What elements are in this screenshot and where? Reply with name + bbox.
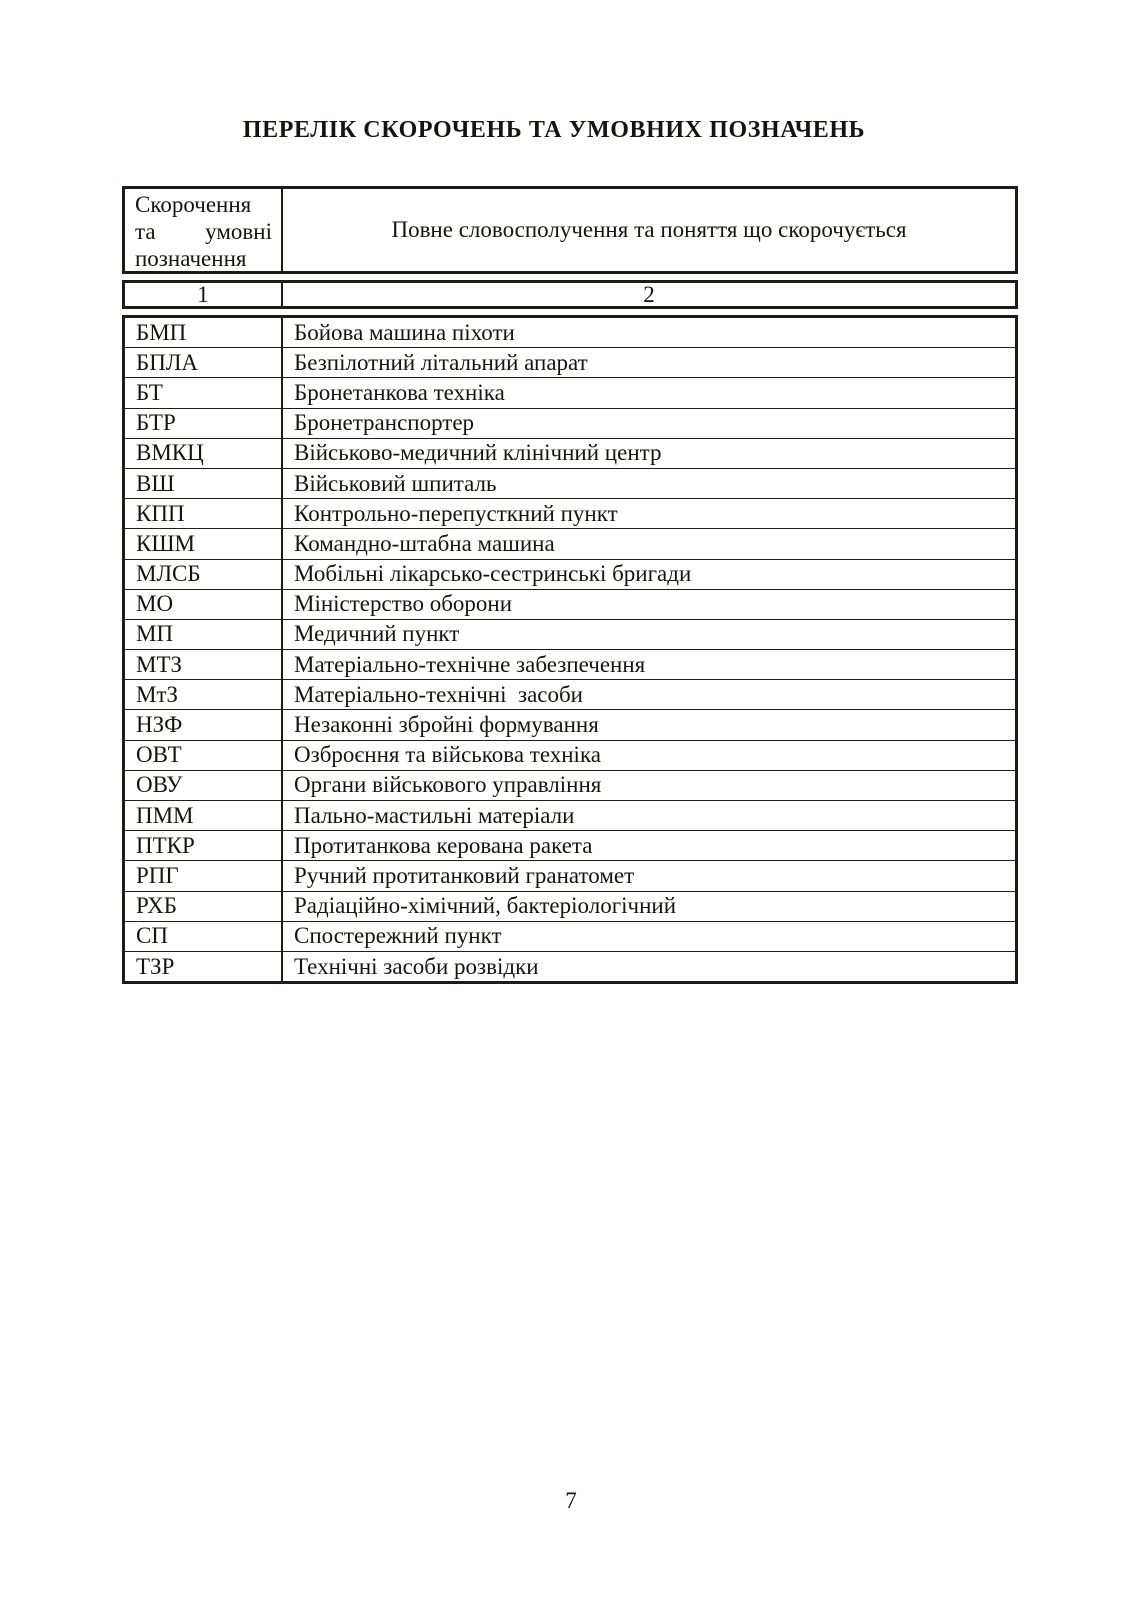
abbreviation-cell: ПММ [125, 801, 283, 830]
table-row [125, 921, 1015, 951]
table-row [125, 438, 1015, 468]
abbreviation-cell: ВШ [125, 469, 283, 498]
page-number: 7 [565, 1488, 577, 1513]
abbreviation-cell: МтЗ [125, 680, 283, 709]
column-number-1: 1 [125, 283, 283, 306]
full-form-cell: Медичний пункт [294, 621, 460, 647]
full-form-cell: Спостережний пункт [294, 923, 502, 949]
full-form-cell: Протитанкова керована ракета [294, 832, 593, 858]
abbreviation-cell: РХБ [125, 892, 283, 921]
abbreviation-cell: МО [125, 590, 283, 619]
abbreviation-cell: БПЛА [125, 348, 283, 377]
table-row [125, 528, 1015, 558]
full-form-cell: Контрольно-перепусткний пункт [294, 500, 618, 526]
full-form-cell: Бронетанкова техніка [294, 379, 505, 405]
table-row [125, 649, 1015, 679]
table-row [125, 830, 1015, 860]
abbreviation-cell: РПГ [125, 861, 283, 890]
abbreviation-cell: КПП [125, 499, 283, 528]
abbreviation-cell: ВМКЦ [125, 439, 283, 468]
table-row [125, 347, 1015, 377]
abbreviation-cell: МП [125, 620, 283, 649]
full-form-cell: Озброєння та військова техніка [294, 742, 601, 768]
abbreviation-cell: СП [125, 922, 283, 951]
full-form-cell: Матеріально-технічні засоби [294, 681, 583, 707]
column-number-2: 2 [643, 282, 655, 307]
full-form-cell: Військовий шпиталь [294, 470, 497, 496]
full-form-cell: Технічні засоби розвідки [294, 953, 539, 979]
full-form-cell: Мобільні лікарсько-сестринські бригади [294, 561, 692, 587]
abbreviation-cell: КШМ [125, 529, 283, 558]
abbreviation-cell: ОВУ [125, 771, 283, 800]
full-form-cell: Радіаційно-хімічний, бактеріологічний [294, 893, 677, 919]
table-row [125, 800, 1015, 830]
table-row [125, 318, 1015, 347]
full-form-cell: Міністерство оборони [294, 591, 513, 617]
abbreviation-cell: БМП [125, 318, 283, 347]
page-title: ПЕРЕЛІК СКОРОЧЕНЬ ТА УМОВНИХ ПОЗНАЧЕНЬ [242, 117, 866, 143]
column-number-row [122, 280, 1018, 309]
full-form-cell: Безпілотний літальний апарат [294, 349, 588, 375]
abbreviations-table [122, 186, 1018, 984]
table-row [125, 619, 1015, 649]
full-form-cell: Командно-штабна машина [294, 530, 555, 556]
table-row [125, 377, 1015, 407]
full-form-cell: Матеріально-технічне забезпечення [294, 651, 646, 677]
full-form-cell: Ручний протитанковий гранатомет [294, 862, 635, 888]
abbreviation-cell: БТ [125, 378, 283, 407]
full-form-cell: Незаконні збройні формування [294, 712, 599, 738]
table-row [125, 589, 1015, 619]
table-body [122, 315, 1018, 984]
table-row [125, 468, 1015, 498]
table-row [125, 498, 1015, 528]
table-row [125, 860, 1015, 890]
full-form-cell: Органи військового управління [294, 772, 602, 798]
abbreviation-cell: ОВТ [125, 741, 283, 770]
abbreviation-cell: МТЗ [125, 650, 283, 679]
abbreviation-cell: БТР [125, 409, 283, 438]
abbreviation-cell: ТЗР [125, 952, 283, 981]
table-row [125, 709, 1015, 739]
table-row [125, 740, 1015, 770]
full-form-cell: Пально-мастильні матеріали [294, 802, 575, 828]
table-row [125, 679, 1015, 709]
table-row [125, 770, 1015, 800]
abbreviation-cell: НЗФ [125, 710, 283, 739]
table-row [125, 559, 1015, 589]
full-form-cell: Бойова машина піхоти [294, 319, 515, 345]
full-form-cell: Бронетранспортер [294, 410, 475, 436]
abbreviation-cell: МЛСБ [125, 560, 283, 589]
full-form-cell: Військово-медичний клінічний центр [294, 440, 662, 466]
table-row [125, 891, 1015, 921]
table-row [125, 951, 1015, 981]
header-col-full-form: Повне словосполучення та поняття що скорочується [391, 217, 907, 242]
abbreviation-cell: ПТКР [125, 831, 283, 860]
header-col-abbreviation: Скорочення та умовні позначення [125, 189, 283, 271]
table-row [125, 408, 1015, 438]
table-header-row [122, 186, 1018, 274]
